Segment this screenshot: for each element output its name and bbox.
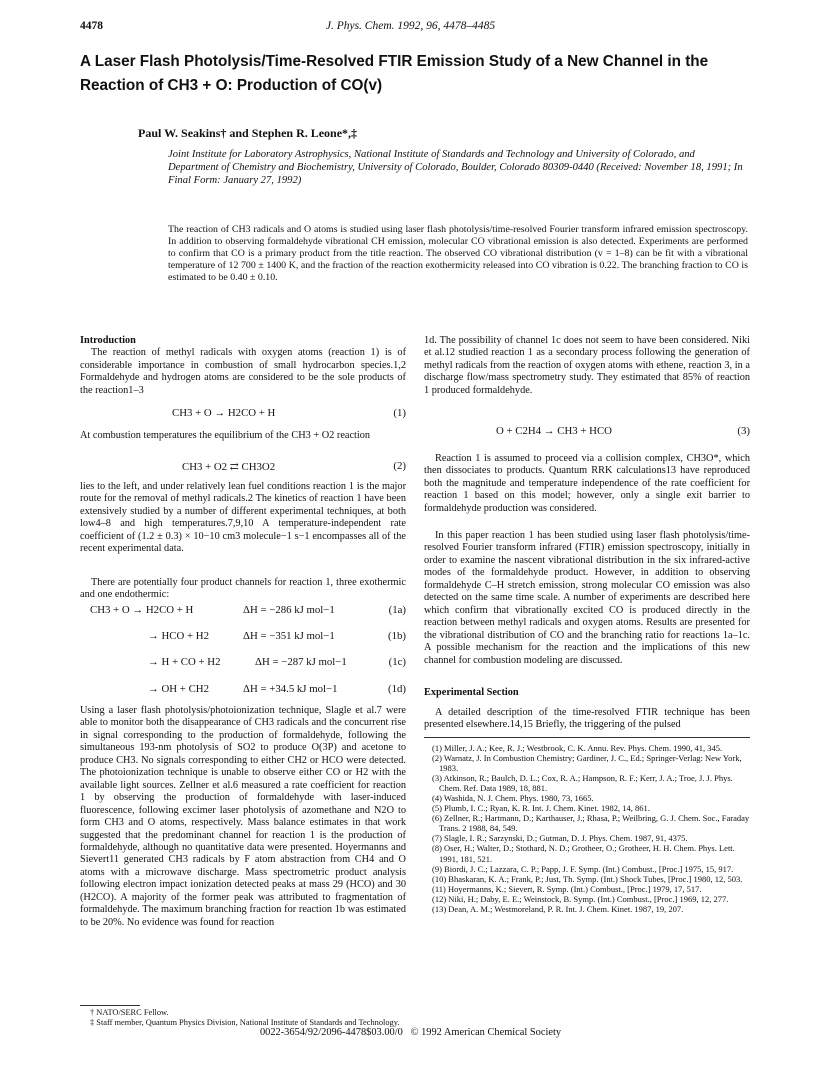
section-heading-experimental: Experimental Section [424,687,519,698]
paragraph: A detailed description of the time-resolved FTIR technique has been presented elsewhere.14,15 Briefly, the triggering of the pulsed [424,707,750,731]
abstract: The reaction of CH3 radicals and O atoms is studied using laser flash photolysis/time-resolved Fourier transform infrared emission spectroscopy. In addition to observing formaldehyde vibrational CH emission, molecular CO vibrational emission is also detected. Experiments are performed to confirm that CO is a primary product from the title reaction. The observed CO vibrational distribution (v = 1–8) can be fit with a vibrational temperature of 12 700 ± 1400 K, and the fraction of the reaction exothermicity released into CO vibration is 0.22. The branching fraction to CO is estimated to be 0.40 ± 0.10. [168,224,748,283]
reference: (3) Atkinson, R.; Baulch, D. L.; Cox, R. A.; Hampson, R. F.; Kerr, J. A.; Troe, J. J. Phys. Chem. Ref. Data 1989, 18, 881. [432,773,733,794]
channel-enthalpy: ΔH = −286 kJ mol−1 [243,604,335,616]
channel-reaction: → OH + CH2 [148,683,209,695]
equation-3 [424,425,750,439]
equation-number: (3) [737,425,750,437]
reference: (12) Niki, H.; Daby, E. E.; Weinstock, B. Symp. (Int.) Combust., [Proc.] 1969, 12, 277. [432,893,729,904]
channel-reaction: CH3 + O → H2CO + H [90,604,194,616]
equation-number: (1a) [388,604,406,616]
footnote-rule [80,1005,140,1006]
channel-enthalpy: ΔH = −287 kJ mol−1 [255,656,347,668]
equation-1 [80,407,406,421]
channel-1b [80,630,406,644]
channel-1d [80,683,406,697]
paragraph: lies to the left, and under relatively lean fuel conditions reaction 1 is the major route for the removal of methyl radicals.2 The kinetics of reaction 1 have been extensively studied by a number of different experimental techniques, at both low4–8 and high temperatures.7,9,10 A temperature-independent rate coefficient of (1.2 ± 0.3) × 10−10 cm3 molecule−1 s−1 encompasses all of the recent experimental data. [80,481,406,555]
section-heading-introduction: Introduction [80,335,136,346]
reference: (2) Warnatz, J. In Combustion Chemistry; Gardiner, J. C., Ed.; Springer-Verlag: New York, 1983. [432,753,742,774]
equation-number: (1b) [388,630,406,642]
paragraph: In this paper reaction 1 has been studied using laser flash photolysis/time-resolved Fourier transform infrared (FTIR) emission spectroscopy, initially in order to examine the nascent vibrational distribution in the six infrared-active modes of the formaldehyde product. However, in addition to observing formaldehyde C–H stretch emission, strong molecular CO emission was also detected on the same time scale. A number of experiments are described here which confirm that vibrationally excited CO is produced directly in the reaction between methyl radicals and oxygen atoms. Results are presented for the vibrational distribution of CO and the branching ratio for reactions 1a–1c. A possible mechanism for the reaction and the implications of this new channel for combustion modeling are discussed. [424,530,750,666]
article-code: 0022-3654/92/2096-4478$03.00/0 [259,1027,403,1038]
article-title: A Laser Flash Photolysis/Time-Resolved FTIR Emission Study of a New Channel in the Reaction of CH3 + O: Production of CO(v) [80,53,709,94]
reference: (5) Plumb, I. C.; Ryan, K. R. Int. J. Chem. Kinet. 1982, 14, 861. [432,803,650,814]
references-rule [424,737,750,738]
equation-number: (1d) [388,683,406,695]
copyright: © 1992 American Chemical Society [410,1027,562,1038]
reference: (11) Hoyermanns, K.; Sievert, R. Symp. (Int.) Combust., [Proc.] 1979, 17, 517. [432,883,702,894]
reference: (8) Oser, H.; Walter, D.; Stothard, N. D.; Grotheer, O.; Grotheer, H. H. Chem. Phys. Lett. 1991, 181, 521. [432,843,735,864]
page-footer [0,1027,821,1038]
affiliation: Joint Institute for Laboratory Astrophysics, National Institute of Standards and Technology and University of Colorado, and Department of Chemistry and Biochemistry, University of Colorado, Boulder, Colorado 80309-0440 (Received: November 18, 1991; In Final Form: January 27, 1992) [168,149,743,186]
channel-reaction: → HCO + H2 [148,630,209,642]
reference: (6) Zellner, R.; Hartmann, D.; Karthauser, J.; Rhasa, P.; Weilbring, G. J. Chem. Soc., Faraday Trans. 2 1988, 84, 549. [432,813,750,834]
equation-number: (1) [393,407,406,419]
paragraph: The reaction of methyl radicals with oxygen atoms (reaction 1) is of considerable importance in combustion of small hydrocarbon species.1,2 Formaldehyde and hydrogen atoms are considered to be the sole products of the reaction1–3 [80,347,406,396]
equation-text: O + C2H4 → CH3 + HCO [496,425,612,437]
paragraph: 1d. The possibility of channel 1c does not seem to have been considered. Niki et al.12 studied reaction 1 as a secondary process following the generation of methyl radicals from the reaction of oxygen atoms with ethene, reaction 3, in a discharge flow/mass spectrometry study. They estimated that 85% of reaction 1 produced formaldehyde. [424,335,750,396]
channel-reaction: → H + CO + H2 [148,656,221,668]
reference: (4) Washida, N. J. Chem. Phys. 1980, 73, 1665. [432,793,594,804]
equation-2 [80,460,406,474]
equation-number: (1c) [388,656,406,668]
page-number: 4478 [80,20,103,32]
reference: (1) Miller, J. A.; Kee, R. J.; Westbrook, C. K. Annu. Rev. Phys. Chem. 1990, 41, 345. [432,743,723,753]
reference-list [432,743,750,914]
footnotes [80,1008,406,1028]
channel-1c [80,656,406,670]
paragraph: Using a laser flash photolysis/photoionization technique, Slagle et al.7 were able to monitor both the disappearance of CH3 radicals and the concurrent rise in signal corresponding to the production of formaldehyde, following the simultaneous 193-nm photolysis of SO2 to produce O(3P) and acetone to produce CH3. No signals corresponding to either CH2 or HCO were detected. The photoionization technique is unable to observe either CO or H2 with the available light sources. Zellner et al.6 measured a rate coefficient for reaction 1 by observing the production of formaldehyde with laser-induced fluorescence, following excimer laser photolysis of azomethane and N2O to form CH3 and O atoms, respectively. Mass balance estimates in that work suggested that the predominant channel for reaction 1 is the production of formaldehyde, although no quantitative data were presented. Hoyermanns and Sievert11 generated CH3 radicals by F atom abstraction from CH4 and O atoms with a microwave discharge. Mass spectrometric product analysis following electron impact ionization detected peaks at mass 29 (HCO) and 30 (H2CO). A majority of the former peak was attributed to fragmentation of formaldehyde. The maximum branching fraction for reaction 1b was estimated to be 20%. No evidence was found for reaction [80,705,406,928]
journal-citation: J. Phys. Chem. 1992, 96, 4478–4485 [325,20,496,32]
equation-number: (2) [393,460,406,472]
paragraph: At combustion temperatures the equilibrium of the CH3 + O2 reaction [80,430,371,441]
equation-text: CH3 + O2 ⇄ CH3O2 [182,461,276,473]
reference: (9) Biordi, J. C.; Lazzara, C. P.; Papp, J. F. Symp. (Int.) Combust., [Proc.] 1975, 15, 917. [432,863,734,874]
paragraph: Reaction 1 is assumed to proceed via a collision complex, CH3O*, which then dissociates to products. Quantum RRK calculations13 have reproduced both the magnitude and temperature independence of the rate coefficient for reaction 1 based on this model; however, only a single exit barrier to formaldehyde production was considered. [424,453,750,514]
reference: (13) Dean, A. M.; Westmoreland, P. R. Int. J. Chem. Kinet. 1987, 19, 207. [432,903,684,914]
channel-enthalpy: ΔH = −351 kJ mol−1 [243,630,335,642]
reference: (10) Bhaskaran, K. A.; Frank, P.; Just, Th. Symp. (Int.) Shock Tubes, [Proc.] 1980, 12, 503. [432,873,743,884]
paragraph: There are potentially four product channels for reaction 1, three exothermic and one endothermic: [80,577,406,601]
authors: Paul W. Seakins† and Stephen R. Leone*,‡ [138,126,358,140]
footnote: † NATO/SERC Fellow. [90,1008,169,1017]
left-column [80,335,406,397]
equation-text: CH3 + O → H2CO + H [172,407,276,419]
channel-1a [80,604,406,618]
footnote: ‡ Staff member, Quantum Physics Division, National Institute of Standards and Technology. [90,1018,400,1027]
channel-enthalpy: ΔH = +34.5 kJ mol−1 [243,683,338,695]
reference: (7) Slagle, I. R.; Sarzynski, D.; Gutman, D. J. Phys. Chem. 1987, 91, 4375. [432,833,688,844]
